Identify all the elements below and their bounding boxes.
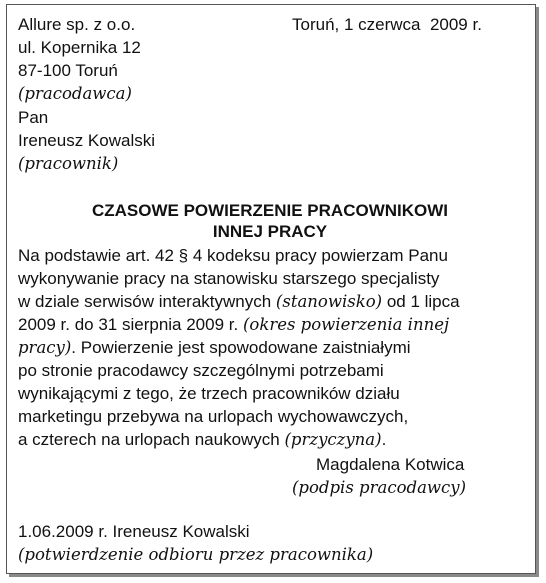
period-placeholder-label-start: (okres powierzenia innej bbox=[242, 315, 450, 334]
body-line-3 bbox=[18, 290, 460, 313]
place-and-date: Toruń, 1 czerwca 2009 r. bbox=[292, 15, 482, 34]
body-line-9-text-c: . bbox=[381, 430, 387, 449]
document-title-line1: CZASOWE POWIERZENIE PRACOWNIKOWI bbox=[91, 201, 449, 220]
document-title-line2: INNEJ PRACY bbox=[212, 222, 328, 241]
employer-role-label: (pracodawca) bbox=[18, 84, 132, 103]
body-line-5 bbox=[18, 336, 411, 359]
employee-name: Ireneusz Kowalski bbox=[18, 131, 156, 150]
body-line-4-text-a: 2009 r. do 31 sierpnia 2009 r. bbox=[18, 315, 243, 334]
reason-placeholder-label: (przyczyna) bbox=[284, 430, 382, 449]
body-line-5-text-b: . Powierzenie jest spowodowane zaistniałymi bbox=[71, 338, 411, 357]
body-line-8: marketingu przebywa na urlopach wychowawczych, bbox=[18, 407, 409, 426]
body-line-2: wykonywanie pracy na stanowisku starszego specjalisty bbox=[18, 269, 440, 288]
body-line-3-text-c: od 1 lipca bbox=[382, 292, 460, 311]
body-line-1: Na podstawie art. 42 § 4 kodeksu pracy powierzam Panu bbox=[18, 246, 448, 265]
employer-company: Allure sp. z o.o. bbox=[18, 15, 136, 34]
employer-city: 87-100 Toruń bbox=[18, 61, 118, 80]
body-line-6: po stronie pracodawcy szczególnymi potrzebami bbox=[18, 361, 384, 380]
signature-caption: (podpis pracodawcy) bbox=[292, 478, 467, 497]
body-line-9 bbox=[18, 428, 386, 451]
body-line-4 bbox=[18, 313, 449, 336]
receipt-line: 1.06.2009 r. Ireneusz Kowalski bbox=[18, 522, 250, 541]
position-placeholder-label: (stanowisko) bbox=[275, 292, 383, 311]
employer-street: ul. Kopernika 12 bbox=[18, 38, 141, 57]
signature-name: Magdalena Kotwica bbox=[316, 455, 465, 474]
salutation: Pan bbox=[18, 108, 49, 127]
body-line-9-text-a: a czterech na urlopach naukowych bbox=[18, 430, 285, 449]
body-line-7: wynikającymi z tego, że trzech pracowników działu bbox=[18, 384, 400, 403]
period-placeholder-label-end: pracy) bbox=[18, 338, 72, 357]
receipt-caption: (potwierdzenie odbioru przez pracownika) bbox=[18, 545, 374, 564]
body-line-3-text-a: w dziale serwisów interaktywnych bbox=[18, 292, 276, 311]
employee-role-label: (pracownik) bbox=[18, 154, 119, 173]
